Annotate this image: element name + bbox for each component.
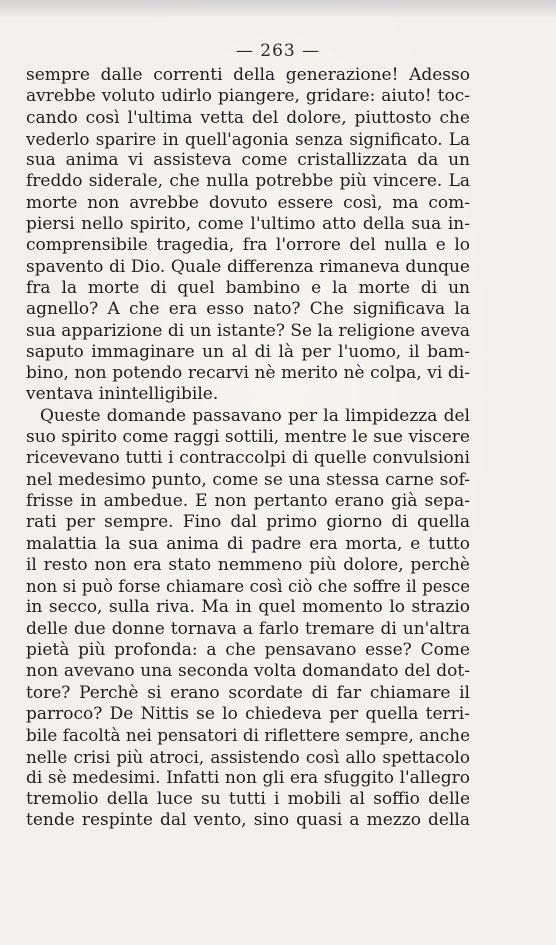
text-line: freddo siderale, che nulla potrebbe più vincere. La — [26, 171, 470, 192]
page-number: — 263 — — [235, 41, 321, 61]
text-line: nel medesimo punto, come se una stessa carne sof- — [26, 469, 470, 490]
text-line: fra la morte di quel bambino e la morte di un — [26, 277, 470, 298]
text-line: di sè medesimi. Infatti non gli era sfuggito l'allegro — [26, 767, 470, 788]
text-line: sempre dalle correnti della generazione! Adesso — [26, 65, 470, 85]
text-line: avrebbe voluto udirlo piangere, gridare: aiuto! toc- — [26, 86, 470, 107]
text-line: in secco, sulla riva. Ma in quel momento lo strazio — [26, 597, 470, 618]
text-line: rati per sempre. Fino dal primo giorno di quella — [26, 512, 470, 533]
text-line: tore? Perchè si erano scordate di far chiamare il — [26, 682, 470, 703]
text-line: sua anima vi assisteva come cristallizzata da un — [26, 150, 470, 171]
text-line: morte non avrebbe dovuto essere così, ma com- — [26, 192, 470, 213]
scan-shadow — [0, 0, 556, 18]
text-line: non si può forse chiamare così ciò che soffre il pesce — [26, 577, 470, 597]
text-line: il resto non era stato nemmeno più dolore, perchè — [26, 554, 470, 575]
text-line: malattia la sua anima di padre era morta, e tutto — [26, 533, 470, 554]
text-line: Queste domande passavano per la limpidezza del — [40, 405, 470, 426]
body-text — [26, 65, 470, 832]
text-line: vederlo sparire in quell'agonia senza significato. La — [26, 128, 470, 149]
text-line: tende respinte dal vento, sino quasi a mezzo della — [26, 810, 470, 831]
text-line: spavento di Dio. Quale differenza rimaneva dunque — [26, 256, 470, 277]
text-line: tremolio della luce su tutti i mobili al soffio delle — [26, 789, 470, 810]
text-line: agnello? A che era esso nato? Che significava la — [26, 299, 470, 320]
text-line: non avevano una seconda volta domandato del dot- — [26, 661, 470, 682]
text-line: nelle crisi più atroci, assistendo così allo spettacolo — [26, 746, 470, 767]
text-line: comprensibile tragedia, fra l'orrore del nulla e lo — [26, 235, 470, 256]
text-line: sua apparizione di un istante? Se la religione aveva — [26, 320, 471, 341]
text-line: suo spirito come raggi sottili, mentre le sue viscere — [26, 427, 470, 448]
text-line: cando così l'ultima vetta del dolore, piuttosto che — [26, 107, 470, 128]
text-line: bile facoltà nei pensatori di riflettere sempre, anche — [26, 725, 470, 746]
text-line: ricevevano tutti i contraccolpi di quelle convulsioni — [26, 448, 470, 469]
text-line: bino, non potendo recarvi nè merito nè colpa, vi di- — [26, 363, 470, 384]
text-line: pietà più profonda: a che pensavano esse? Come — [26, 640, 470, 661]
text-line: parroco? De Nittis se lo chiedeva per quella terri- — [26, 703, 470, 724]
text-line: piersi nello spirito, come l'ultimo atto della sua in- — [26, 214, 470, 235]
text-line: ventava inintelligibile. — [26, 384, 219, 405]
text-line: delle due donne tornava a farlo tremare di un'altra — [26, 618, 470, 639]
text-line: frisse in ambedue. E non pertanto erano già sepa- — [26, 490, 470, 511]
text-line: saputo immaginare un al di là per l'uomo, il bam- — [26, 341, 470, 362]
